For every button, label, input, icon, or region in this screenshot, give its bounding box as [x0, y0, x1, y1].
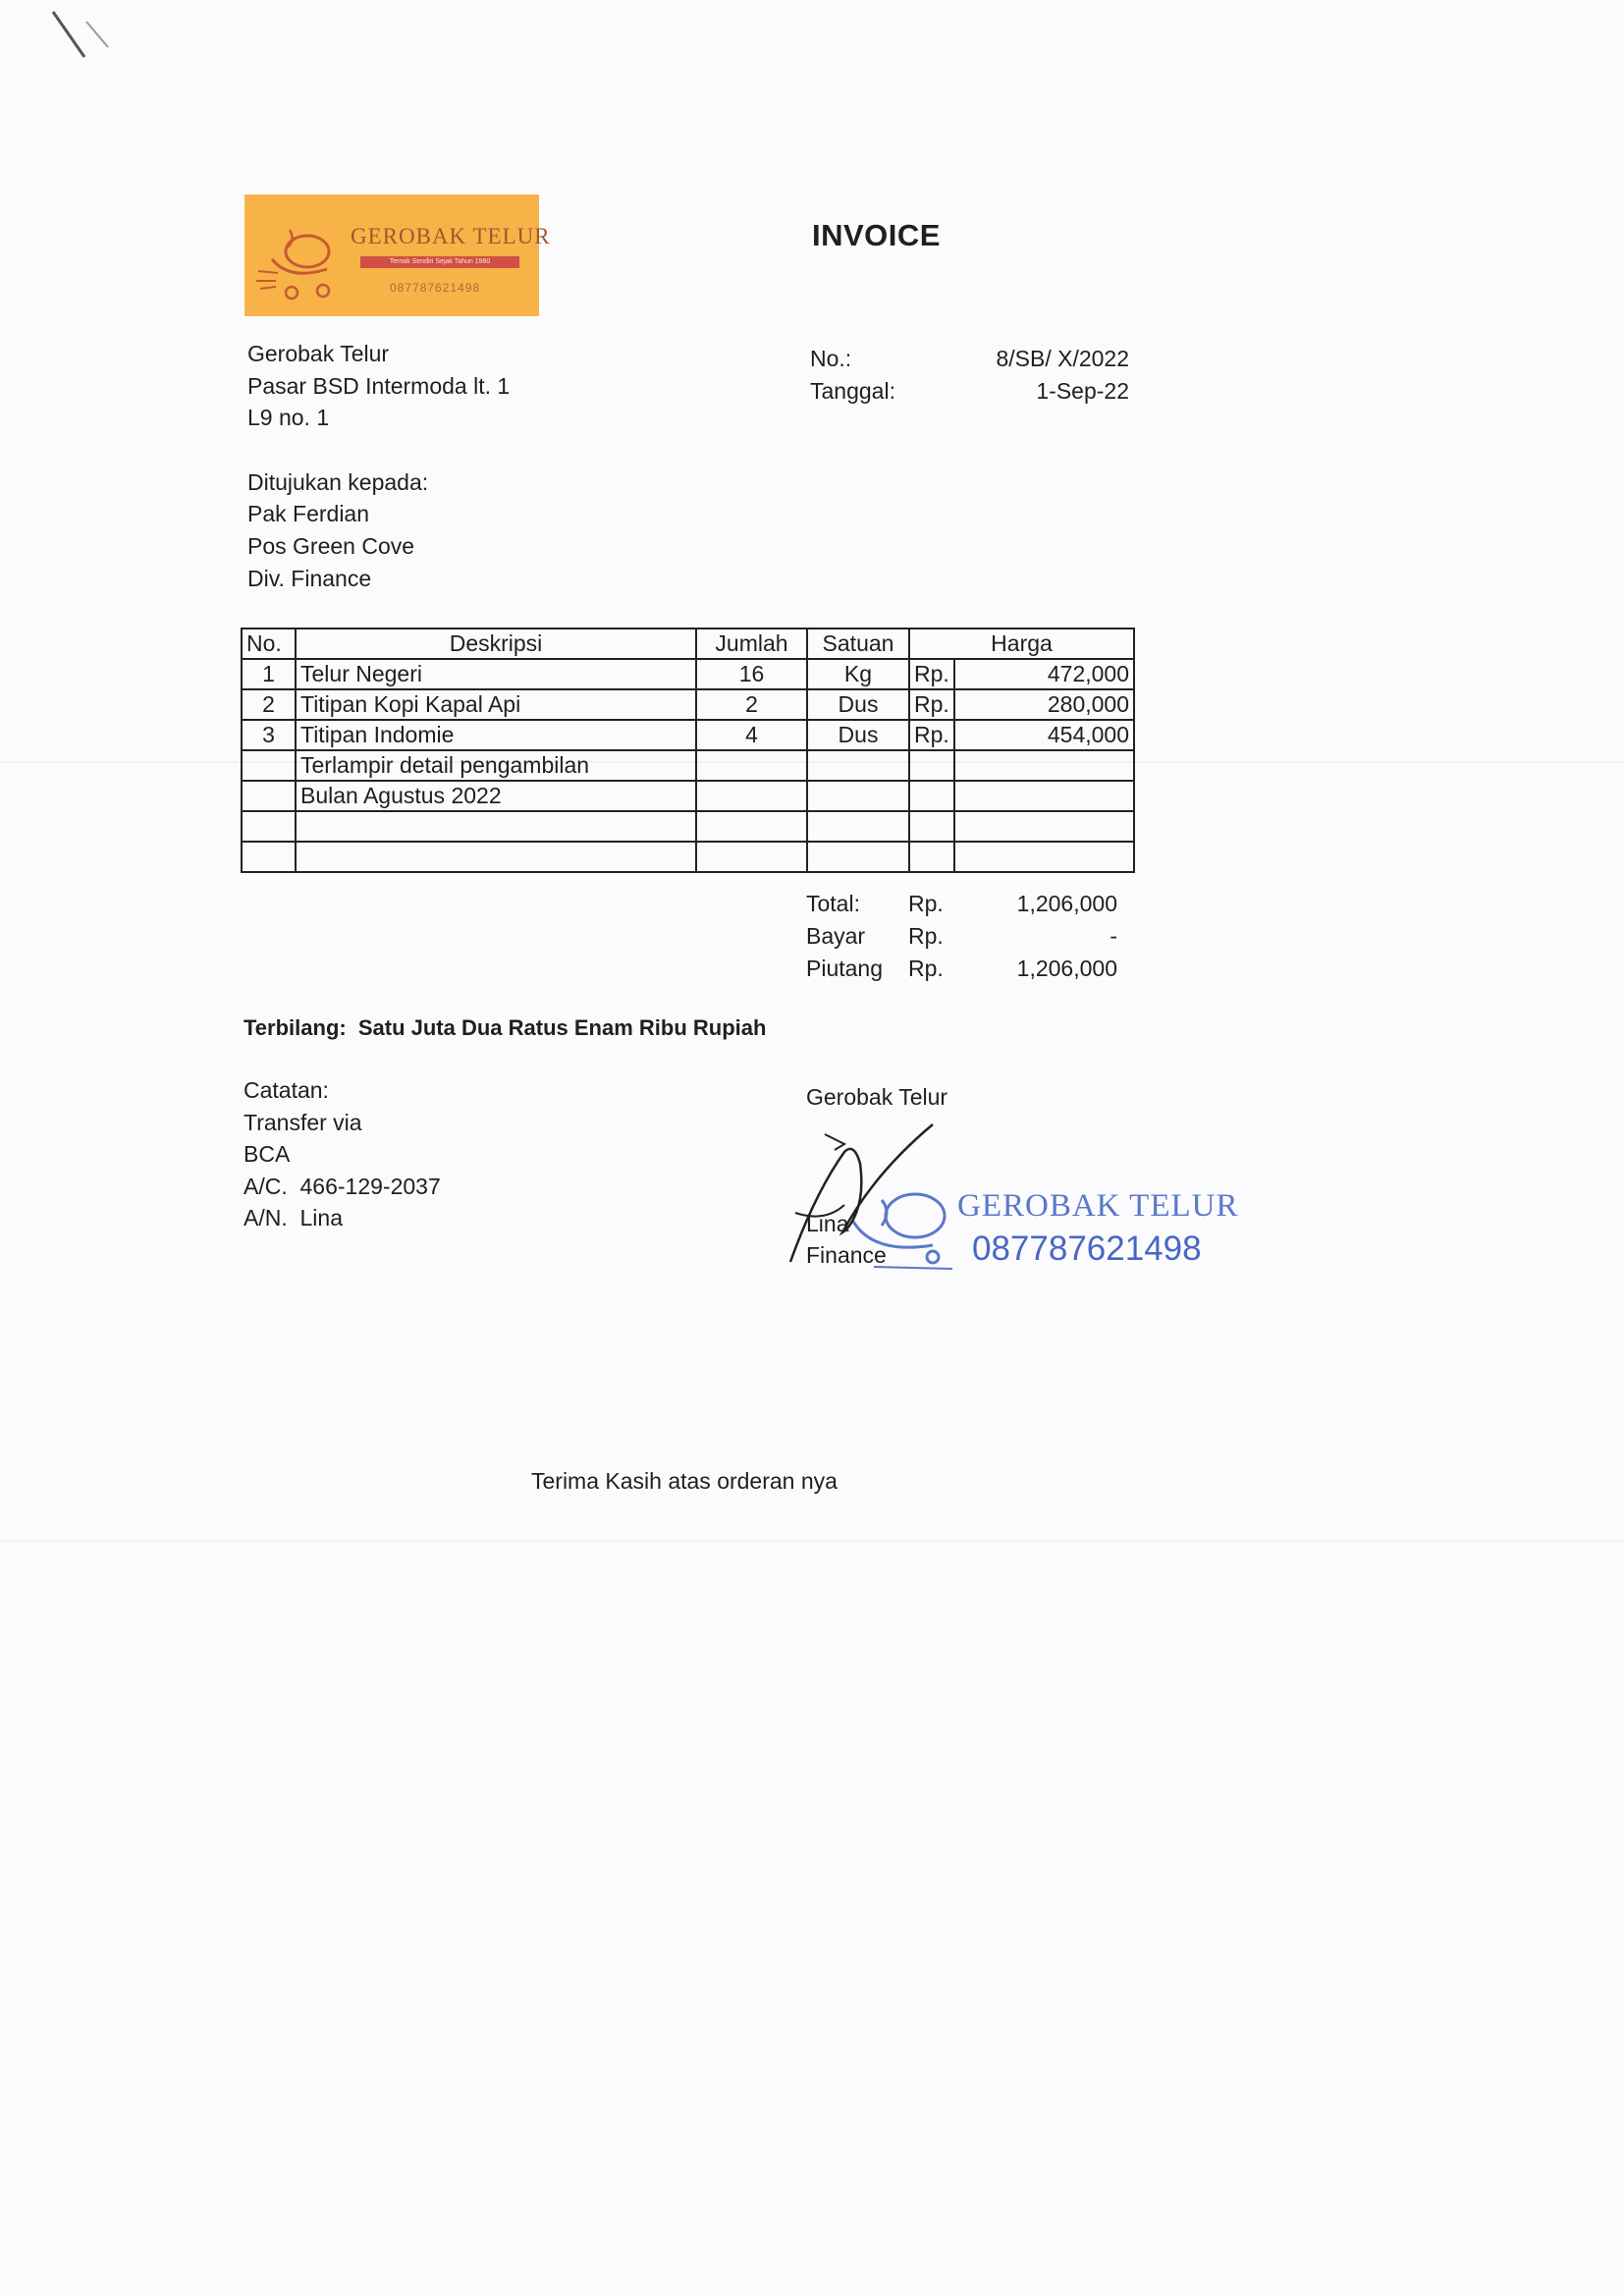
- recipient-company: Pos Green Cove: [247, 533, 415, 559]
- stamp-phone: 087787621498: [972, 1230, 1202, 1268]
- sender-name: Gerobak Telur: [247, 341, 390, 366]
- cell-quantity: [696, 811, 807, 842]
- cell-no: 2: [242, 689, 296, 720]
- cell-unit: [807, 842, 909, 872]
- sender-address-1: Pasar BSD Intermoda lt. 1: [247, 373, 511, 399]
- notes-line: BCA: [244, 1141, 291, 1167]
- cell-unit: [807, 781, 909, 811]
- cell-no: [242, 842, 296, 872]
- cell-description: [296, 842, 696, 872]
- cell-price: [954, 842, 1134, 872]
- amount-in-words-label: Terbilang:: [244, 1015, 347, 1040]
- signature-company: Gerobak Telur: [806, 1084, 948, 1110]
- receivable-currency: Rp.: [908, 956, 944, 981]
- table-row: [242, 781, 1134, 811]
- cell-quantity: 2: [696, 689, 807, 720]
- paid-label: Bayar: [806, 923, 866, 949]
- cell-unit: Dus: [807, 689, 909, 720]
- cell-currency: [909, 781, 954, 811]
- cell-quantity: [696, 750, 807, 781]
- cell-price: 472,000: [954, 659, 1134, 689]
- paid-currency: Rp.: [908, 923, 944, 949]
- company-logo: [244, 194, 551, 316]
- cell-unit: Dus: [807, 720, 909, 750]
- table-row: [242, 842, 1134, 872]
- signatory-role: Finance: [806, 1242, 887, 1268]
- cell-currency: Rp.: [909, 659, 954, 689]
- table-row: [242, 811, 1134, 842]
- column-header-unit: Satuan: [807, 629, 909, 659]
- total-row: [806, 888, 1117, 920]
- cell-description: Terlampir detail pengambilan: [296, 750, 696, 781]
- receivable-label: Piutang: [806, 956, 884, 981]
- paper-fold-line: [0, 1540, 1624, 1542]
- page-title: INVOICE: [812, 218, 941, 252]
- cell-no: [242, 811, 296, 842]
- notes-line: Transfer via: [244, 1110, 362, 1135]
- total-currency: Rp.: [908, 891, 944, 916]
- cell-no: [242, 781, 296, 811]
- egg-cart-icon: [250, 212, 356, 310]
- invoice-number: 8/SB/ X/2022: [996, 346, 1129, 371]
- receivable-value: 1,206,000: [1016, 956, 1117, 981]
- cell-no: 1: [242, 659, 296, 689]
- column-header-description: Deskripsi: [296, 629, 696, 659]
- table-row: [242, 720, 1134, 750]
- thank-you-note: Terima Kasih atas orderan nya: [531, 1468, 838, 1494]
- cell-description: Titipan Kopi Kapal Api: [296, 689, 696, 720]
- notes-account-number: A/C. 466-129-2037: [244, 1174, 441, 1199]
- notes-account-name: A/N. Lina: [244, 1205, 343, 1230]
- cell-price: [954, 750, 1134, 781]
- recipient-name: Pak Ferdian: [247, 501, 370, 526]
- cell-no: 3: [242, 720, 296, 750]
- table-row: [242, 689, 1134, 720]
- cell-currency: Rp.: [909, 689, 954, 720]
- table-row: [242, 659, 1134, 689]
- cell-currency: Rp.: [909, 720, 954, 750]
- signatory-name: Lina: [806, 1211, 849, 1236]
- recipient-heading: Ditujukan kepada:: [247, 469, 429, 495]
- cell-quantity: [696, 842, 807, 872]
- total-label: Total:: [806, 891, 860, 916]
- cell-unit: [807, 811, 909, 842]
- amount-in-words-value: Satu Juta Dua Ratus Enam Ribu Rupiah: [357, 1015, 767, 1040]
- cell-price: [954, 811, 1134, 842]
- cell-currency: [909, 842, 954, 872]
- cell-price: 280,000: [954, 689, 1134, 720]
- sender-address-2: L9 no. 1: [247, 405, 330, 430]
- notes-heading: Catatan:: [244, 1077, 329, 1103]
- cell-description: Telur Negeri: [296, 659, 696, 689]
- logo-tagline: Ternak Sendiri Sejak Tahun 1980: [360, 256, 519, 268]
- cell-description: Titipan Indomie: [296, 720, 696, 750]
- cell-price: [954, 781, 1134, 811]
- cell-description: [296, 811, 696, 842]
- column-header-no: No.: [242, 629, 296, 659]
- total-value: 1,206,000: [1016, 891, 1117, 916]
- paid-value: -: [1110, 923, 1117, 949]
- receivable-row: [806, 953, 1117, 985]
- column-header-price: Harga: [909, 629, 1134, 659]
- cell-no: [242, 750, 296, 781]
- invoice-number-label: No.:: [810, 346, 852, 371]
- logo-brand: GEROBAK TELUR: [351, 224, 551, 248]
- invoice-date: 1-Sep-22: [1036, 378, 1129, 404]
- table-header-row: [242, 629, 1134, 659]
- paid-row: [806, 920, 1117, 953]
- cell-description: Bulan Agustus 2022: [296, 781, 696, 811]
- cell-quantity: [696, 781, 807, 811]
- invoice-date-label: Tanggal:: [810, 378, 895, 404]
- cell-quantity: 4: [696, 720, 807, 750]
- amount-in-words: [244, 1012, 766, 1044]
- logo-phone: 087787621498: [390, 281, 481, 295]
- invoice-items-table: [241, 628, 1135, 873]
- totals-block: [806, 888, 1117, 985]
- cell-currency: [909, 750, 954, 781]
- recipient-division: Div. Finance: [247, 566, 372, 591]
- cell-price: 454,000: [954, 720, 1134, 750]
- stamp-brand: GEROBAK TELUR: [957, 1188, 1239, 1224]
- cell-unit: [807, 750, 909, 781]
- column-header-quantity: Jumlah: [696, 629, 807, 659]
- cell-unit: Kg: [807, 659, 909, 689]
- table-row: [242, 750, 1134, 781]
- scan-mark: [49, 8, 157, 77]
- cell-quantity: 16: [696, 659, 807, 689]
- cell-currency: [909, 811, 954, 842]
